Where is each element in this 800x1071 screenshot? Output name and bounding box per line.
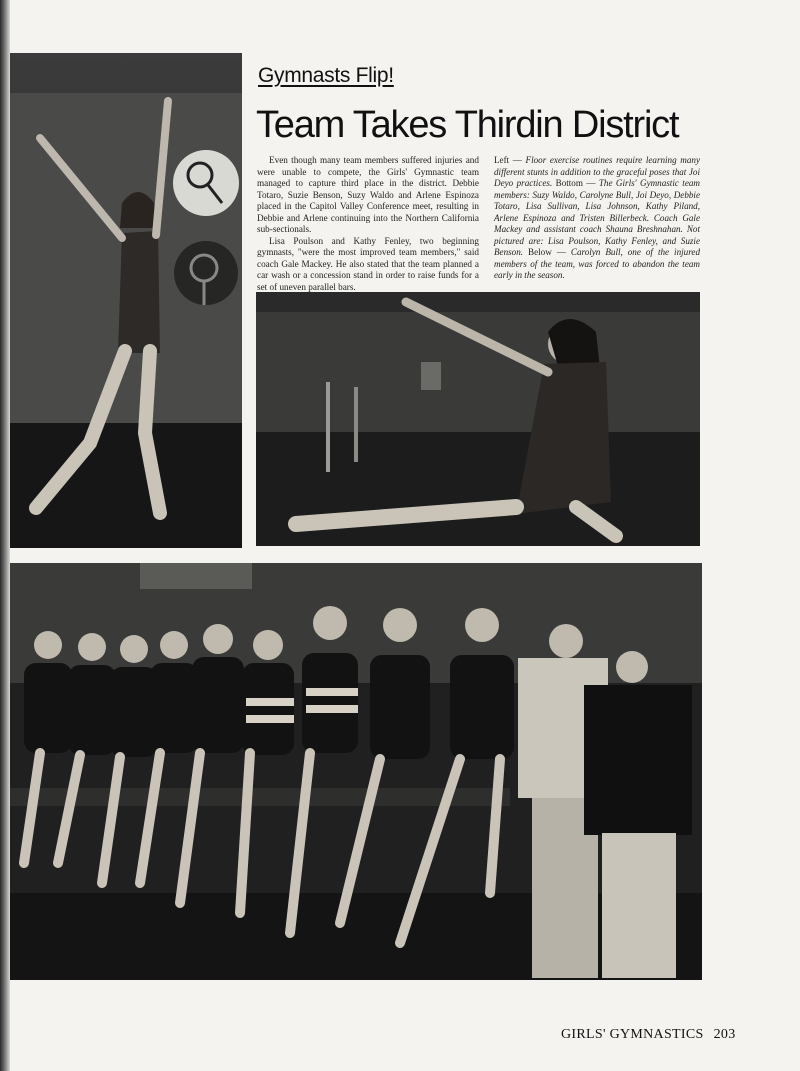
- caption-text: Carolyn Bull, one of the injured members of the team, was forced to abandon the team early in the season.: [494, 247, 700, 280]
- article-body: [257, 155, 479, 293]
- photo-captions: [494, 155, 700, 282]
- caption-label: Bottom —: [555, 178, 596, 188]
- article-headline: Team Takes Thirdin District: [256, 104, 679, 146]
- footer-section-title: GIRLS' GYMNASTICS: [561, 1027, 704, 1042]
- body-paragraph: Even though many team members suffered injuries and were unable to compete, the Girls' Gymnastic team managed to capture third place in the district. Debbie Totaro, Suzie Benson, Suzy Waldo and Arlene Espinoza placed in the Capitol Valley Conference meet, resulting in Debbie and Arlene continuing into the Northern California sub-sectionals.: [257, 155, 479, 234]
- caption-text: Floor exercise routines require learning many different stunts in addition to the graceful poses that Joi Deyo practices.: [494, 155, 700, 188]
- photo-split-pose: [256, 292, 700, 546]
- photo-floor-exercise: [10, 53, 242, 548]
- body-paragraph: Lisa Poulson and Kathy Fenley, two beginning gymnasts, "were the most improved team members," said coach Gale Mackey. He also stated that the team planned a car wash or a concession stand in order to raise funds for a set of uneven parallel bars.: [257, 235, 479, 292]
- photo-team-group: [10, 563, 702, 980]
- article-kicker: Gymnasts Flip!: [258, 64, 394, 87]
- caption-label: Left —: [494, 155, 522, 165]
- caption-text: The Girls' Gymnastic team members: Suzy Waldo, Carolyne Bull, Joi Deyo, Debbie Totaro, Lisa Sullivan, Lisa Johnson, Kathy Piland, Arlene Espinoza and Tristen Billerbeck. Coach Gale Mackey and assistant coach Shauna Breshnahan. Not pictured are: Lisa Poulson, Kathy Fenley, and Suzie Benson.: [494, 178, 700, 257]
- page-binding-gutter: [0, 0, 10, 1071]
- caption-label: Below —: [528, 247, 566, 257]
- page-number: 203: [713, 1027, 736, 1042]
- page-footer: [561, 1027, 736, 1043]
